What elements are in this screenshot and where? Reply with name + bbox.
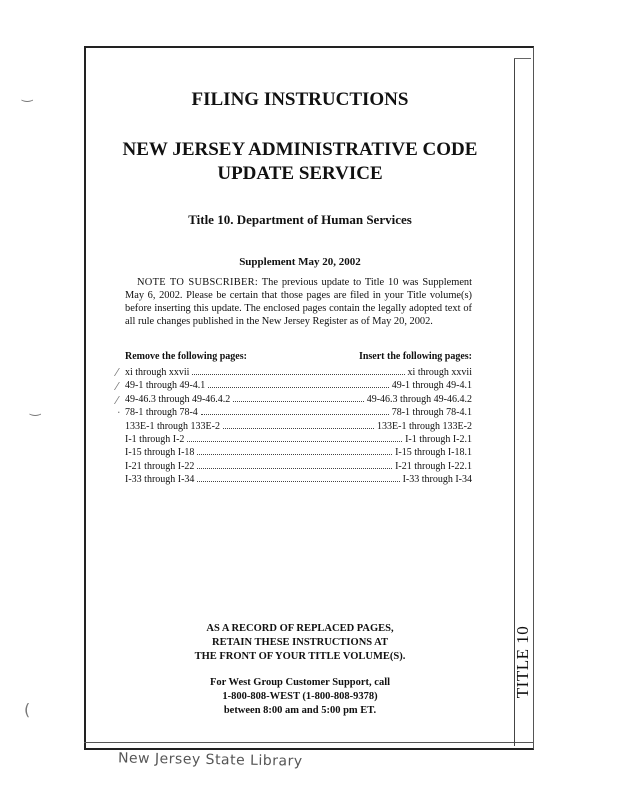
leader-dots — [201, 405, 389, 415]
table-row — [125, 378, 472, 391]
insert-range: I-15 through I-18.1 — [395, 447, 472, 459]
title-tab-label: TITLE 10 — [513, 625, 532, 699]
supplement-date: Supplement May 20, 2002 — [239, 256, 361, 268]
tab-top-rule — [514, 58, 531, 59]
insert-range: xi through xxvii — [407, 367, 472, 378]
check-mark-icon: ⁄ — [116, 366, 118, 379]
insert-header: Insert the following pages: — [358, 351, 472, 362]
check-mark-icon: ⁄ — [116, 380, 118, 393]
record-line3: THE FRONT OF YOUR TITLE VOLUME(S). — [194, 651, 406, 662]
table-row — [125, 472, 472, 485]
code-heading-line1: NEW JERSEY ADMINISTRATIVE CODE — [122, 139, 478, 160]
remove-range: 49-1 through 49-4.1 — [125, 380, 206, 392]
insert-range: I-1 through I-2.1 — [405, 433, 472, 445]
insert-range: 49-46.3 through 49-46.4.2 — [366, 393, 472, 405]
record-line1: AS A RECORD OF REPLACED PAGES, — [206, 623, 394, 634]
subscriber-note — [125, 276, 472, 328]
remove-range: 49-46.3 through 49-46.4.2 — [125, 393, 231, 405]
margin-mark-icon: ‿ — [22, 88, 33, 103]
check-mark-icon: ⁄ — [116, 394, 118, 407]
library-stamp: New Jersey State Library — [117, 750, 303, 770]
record-notice — [84, 622, 516, 664]
table-row — [125, 365, 472, 378]
support-line2: 1-800-808-WEST (1-800-808-9378) — [222, 691, 378, 702]
insert-range: I-21 through I-22.1 — [395, 460, 472, 472]
remove-range: xi through xxvii — [125, 367, 190, 378]
pages-table-header — [125, 351, 472, 362]
leader-dots — [197, 459, 392, 469]
leader-dots — [197, 445, 392, 455]
record-line2: RETAIN THESE INSTRUCTIONS AT — [212, 637, 388, 648]
table-row — [125, 392, 472, 405]
support-line3: between 8:00 am and 5:00 pm ET. — [223, 705, 377, 716]
table-row — [125, 432, 472, 445]
title-heading: Title 10. Department of Human Services — [188, 212, 412, 227]
table-row — [125, 445, 472, 458]
remove-range: 133E-1 through 133E-2 — [125, 420, 220, 432]
bottom-rule — [84, 742, 533, 743]
insert-range: 133E-1 through 133E-2 — [377, 420, 472, 432]
note-lead: NOTE TO SUBSCRIBER: — [137, 277, 259, 288]
leader-dots — [192, 365, 404, 375]
table-row — [125, 419, 472, 432]
leader-dots — [187, 432, 402, 442]
leader-dots — [233, 392, 363, 402]
code-heading-line2: UPDATE SERVICE — [217, 163, 383, 184]
insert-range: 78-1 through 78-4.1 — [391, 407, 472, 419]
leader-dots — [223, 419, 374, 429]
insert-range: I-33 through I-34 — [402, 474, 472, 486]
pages-table — [125, 365, 472, 486]
remove-header: Remove the following pages: — [125, 351, 247, 362]
margin-mark-icon: ‿ — [30, 402, 41, 417]
remove-range: I-33 through I-34 — [125, 474, 195, 486]
remove-range: I-21 through I-22 — [125, 460, 195, 472]
remove-range: 78-1 through 78-4 — [125, 407, 198, 419]
support-notice — [84, 676, 516, 718]
note-text: The previous update to Title 10 was Supplement May 6, 2002. Please be certain that those pages are filed in your Title volume(s) before inserting this update. The enclosed pages contain the legally adopted text of all rule changes published in the New Jersey Register as of May 20, 2002. — [125, 277, 473, 327]
remove-range: I-15 through I-18 — [125, 447, 195, 459]
leader-dots — [197, 472, 399, 482]
margin-mark-icon: ( — [24, 700, 31, 719]
insert-range: 49-1 through 49-4.1 — [391, 380, 472, 392]
support-line1: For West Group Customer Support, call — [209, 677, 391, 688]
check-mark-icon: · — [117, 406, 121, 419]
leader-dots — [208, 378, 388, 388]
page-title: FILING INSTRUCTIONS — [191, 89, 409, 110]
table-row — [125, 405, 472, 418]
table-row — [125, 459, 472, 472]
remove-range: I-1 through I-2 — [125, 433, 185, 445]
